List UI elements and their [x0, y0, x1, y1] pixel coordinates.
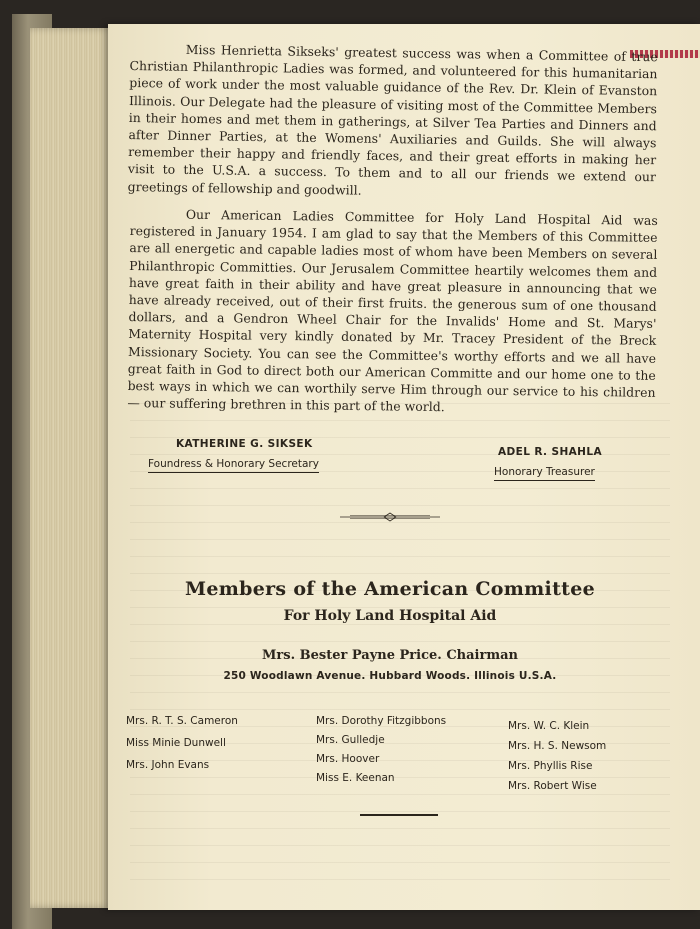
signature-right [494, 446, 602, 481]
member-name: Mrs. Gulledje [316, 734, 385, 746]
member-name: Mrs. Phyllis Rise [508, 760, 593, 772]
member-name: Mrs. R. T. S. Cameron [126, 715, 238, 727]
member-name: Mrs. Hoover [316, 753, 380, 765]
ornament-divider [340, 512, 440, 522]
member-name: Mrs. Dorothy Fitzgibbons [316, 715, 447, 727]
committee-subheading: For Holy Land Hospital Aid [283, 608, 497, 624]
committee-heading: Members of the American Committee [185, 578, 595, 600]
member-name: Mrs. Robert Wise [508, 780, 597, 792]
paragraph-visit: Miss Henrietta Sikseks' greatest success was when a Committee of true Christian Philanthropic Ladies was formed, and volunteered for this humanitarian piece of work under the most valuable guidance of the Rev. Dr. Klein of Evanston Illinois. Our Delegate had the pleasure of visiting most of the Committee Members in their homes and met them in gatherings, at Silver Tea Parties and Dinners and after Dinner Parties, at the Womens' Auxiliaries and Guilds. She will always remember their happy and friendly faces, and their great efforts in making her visit to the U.S.A. a success. To them and to all our friends we extend our greetings of fellowship and goodwill. [127, 41, 658, 198]
members-column-2 [316, 712, 446, 788]
signature-left [148, 438, 319, 473]
end-rule [360, 814, 438, 816]
members-column-1 [126, 710, 238, 776]
members-column-3 [508, 716, 606, 796]
signatory-name: ADEL R. SHAHLA [498, 446, 602, 458]
member-name: Mrs. W. C. Klein [508, 720, 590, 732]
paragraph-committee: Our American Ladies Committee for Holy Land Hospital Aid was registered in January 1954. I am glad to say that the Members of this Committee are all energetic and capable ladies most of whom have been Members on several Philanthropic Committies. Our Jerusalem Committee heartily welcomes them and have great faith in their ability and have great pleasure in announcing that we have already received, out of their first fruits. the generous sum of one thousand dollars, and a Gendron Wheel Chair for the Invalids' Home and St. Marys' Maternity Hospital very kindly donated by Mr. Tracey President of the Breck Missionary Society. You can see the Committee's worthy efforts and we all have great faith in God to direct both our American Committe and our home one to the best ways in which we can worthily serve Him through our service to his children — our suffering brethren in this part of the world. [127, 206, 658, 415]
page-edges [30, 28, 116, 908]
member-name: Mrs. John Evans [126, 759, 210, 771]
signatory-title: Foundress & Honorary Secretary [148, 458, 319, 473]
committee-address: 250 Woodlawn Avenue. Hubbard Woods. Illinois U.S.A. [223, 670, 557, 682]
member-name: Miss Minie Dunwell [126, 737, 226, 749]
member-name: Miss E. Keenan [316, 772, 395, 784]
signatory-title: Honorary Treasurer [494, 466, 595, 481]
signatory-name: KATHERINE G. SIKSEK [176, 438, 313, 450]
committee-chairman: Mrs. Bester Payne Price. Chairman [262, 648, 518, 663]
body-text [127, 40, 658, 421]
member-name: Mrs. H. S. Newsom [508, 740, 607, 752]
